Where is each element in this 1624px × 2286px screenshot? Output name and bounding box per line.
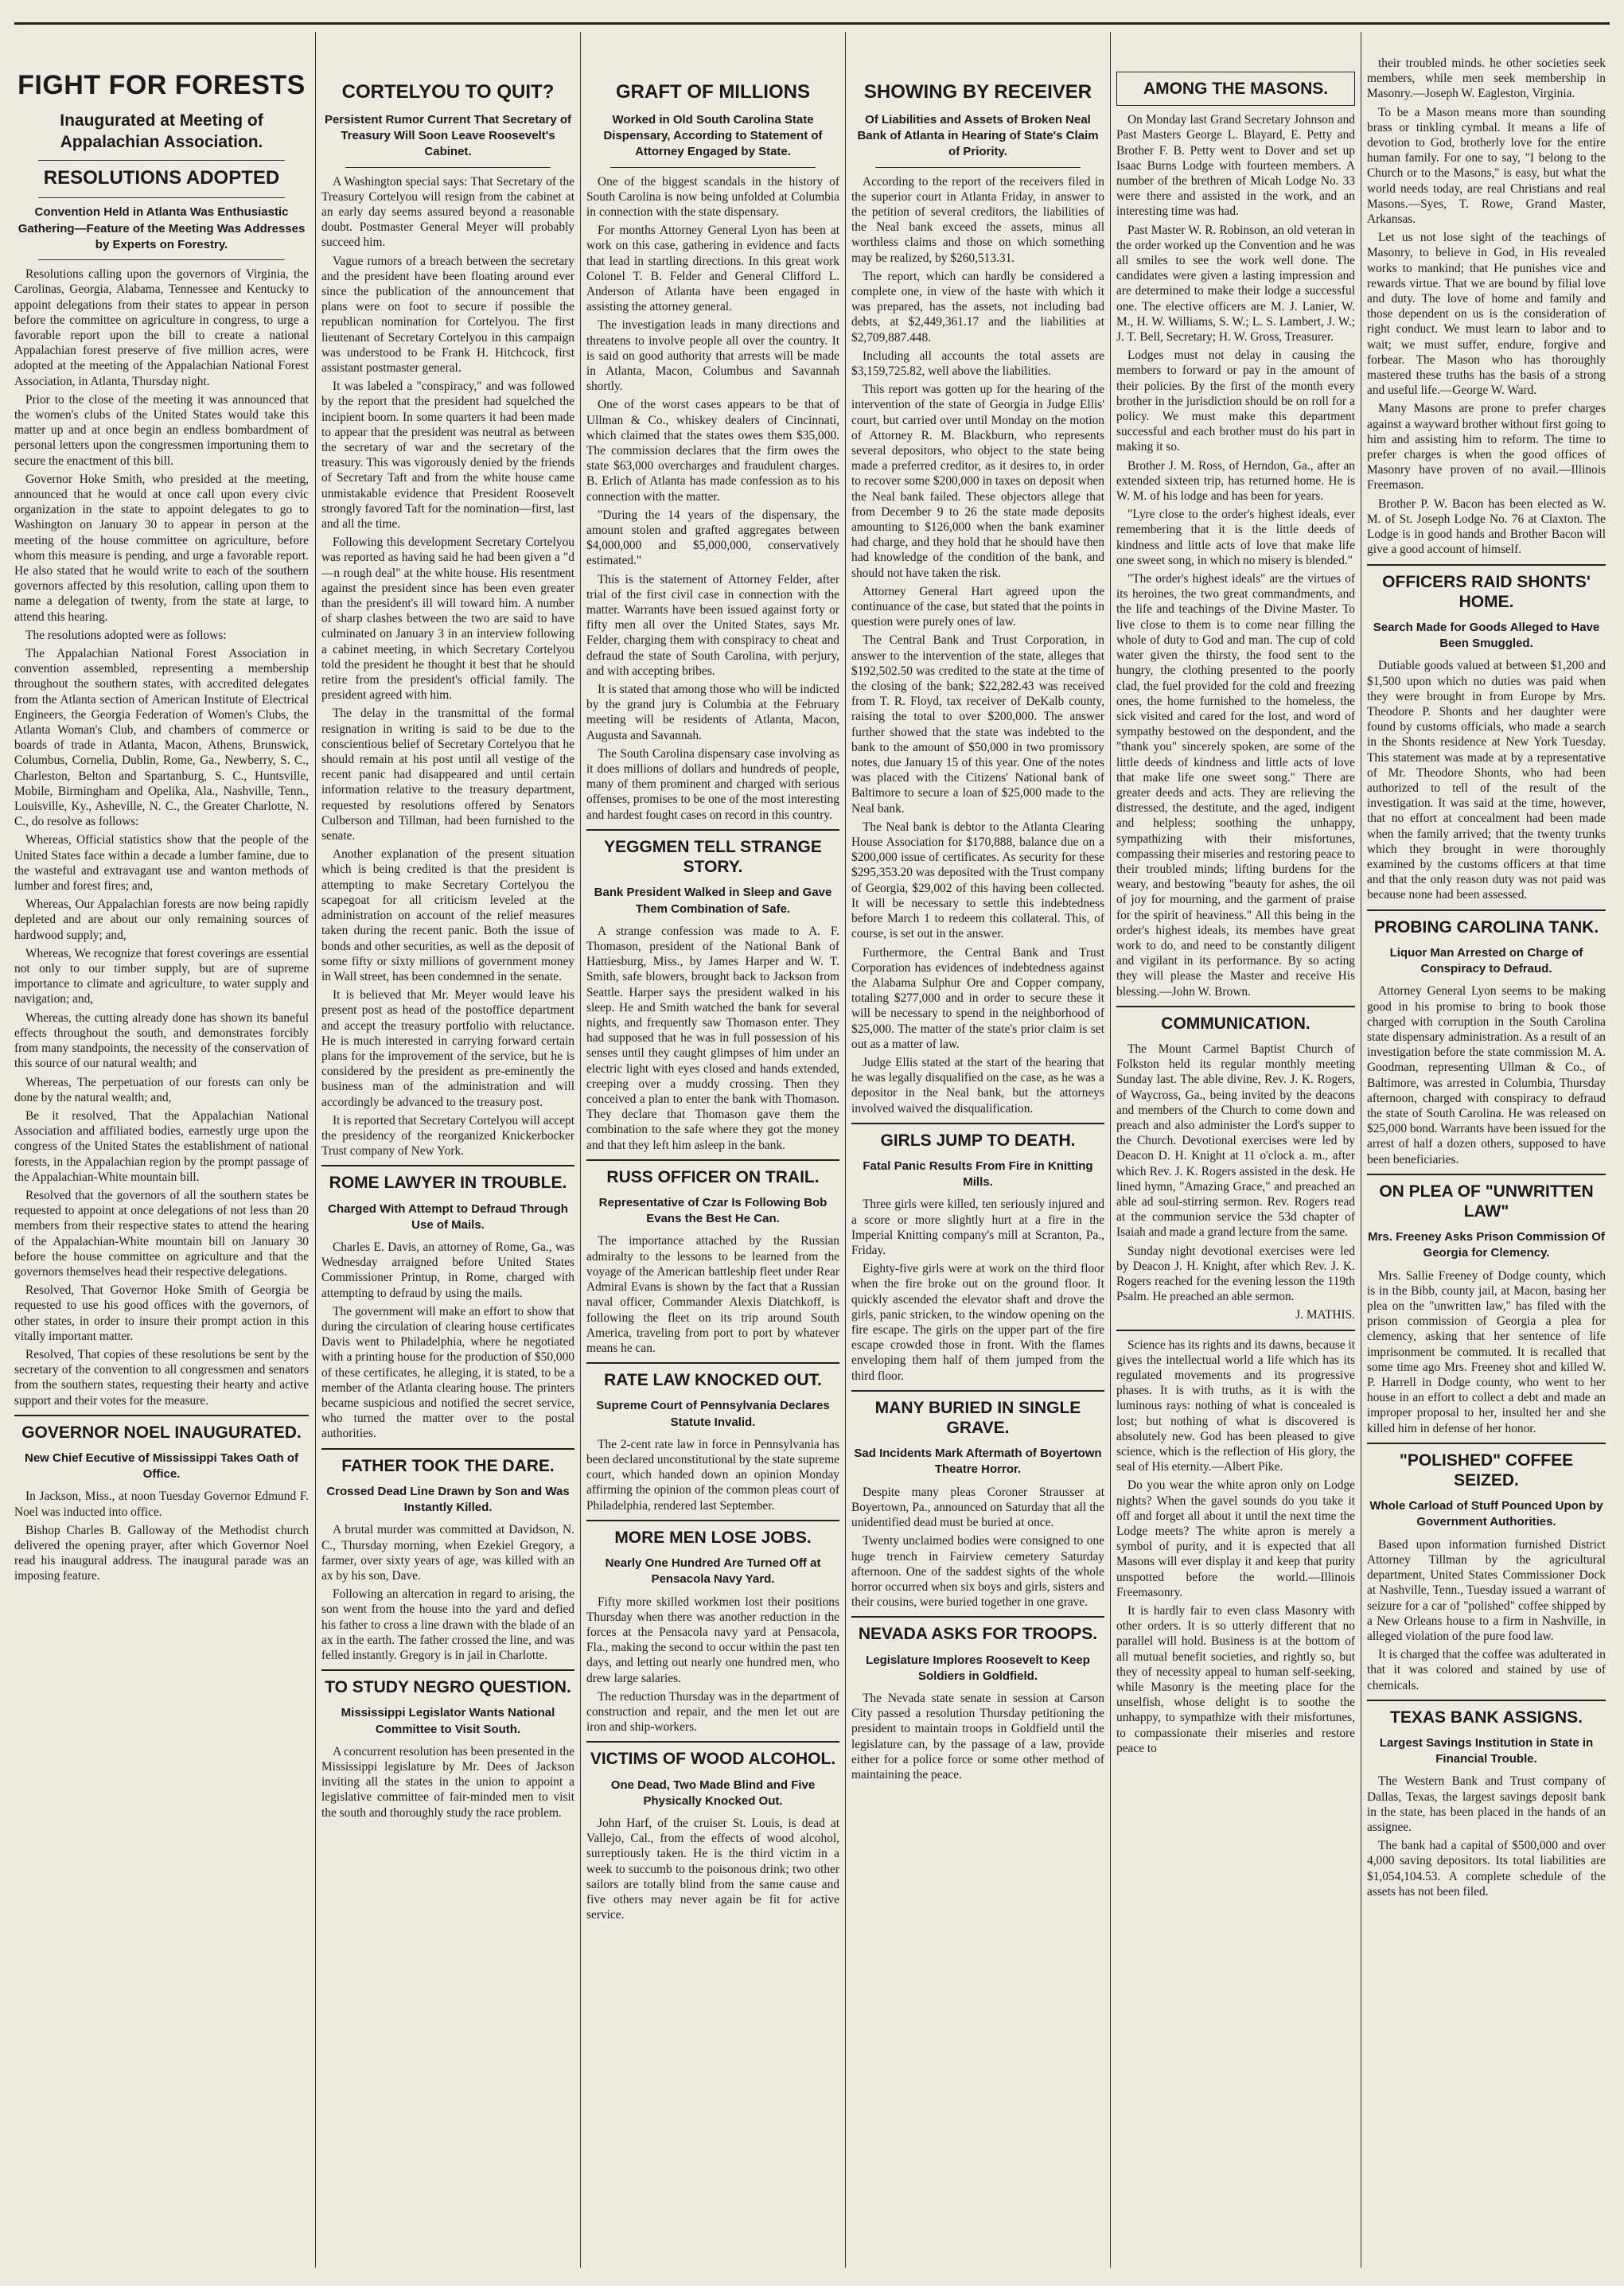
deck-many-buried: Sad Incidents Mark Aftermath of Boyertown Theatre Horror. (854, 1447, 1102, 1477)
headline-many-buried: MANY BURIED IN SINGLE GRAVE. (874, 1398, 1081, 1438)
paragraph: The government will make an effort to show that during the circulation of clearing house certificates Davis went to Philadelphia, where he negotiated with a printing house for the production of $50,000 of these certificates, he alleging, it is stated, to be a member of the Atlanta clearing house. The printers became suspicious and notified the secret service, who turned the matter over to the postal authorities. (321, 1304, 574, 1441)
paragraph: This is the statement of Attorney Felder, after trial of the first civil case in connection with the matter. Warrants have been issued against forty or fifty men all over the United States, says Mr. Felder, charging them with conspiracy to cheat and defraud the state of South Carolina, with perjury, and with accepting bribes. (586, 572, 839, 678)
paragraph: Eighty-five girls were at work on the third floor when the fire broke out on the ground floor. It quickly ascended the elevator shaft and drove the girls, panic stricken, to the window opening on the fire escape. The girls on the upper part of the fire escape crowded those in front. With the flames enveloping them half of them jumped from the third floor. (851, 1262, 1104, 1383)
headline-cortelyou: CORTELYOU TO QUIT? (341, 81, 555, 103)
divider (38, 259, 285, 260)
paragraph: One of the biggest scandals in the history of South Carolina is now being unfolded at Columbia in connection with the state dispensary. (586, 174, 839, 219)
paragraph: It was labeled a "conspiracy," and was followed by the report that the president had squelched the incipient boom. In some quarters it had been made to appear that the president was neutral as between the secretary of war and the secretary of the treasury. This was vigorously denied by the friends of Secretary Taft and from the white house came unmistakable evidence that President Roosevelt strongly favored Taft for the nomination—first, last and all the time. (321, 380, 574, 532)
deck-cortelyou: Persistent Rumor Current That Secretary of Treasury Will Soon Leave Roosevelt's Cabinet. (324, 112, 572, 159)
paragraph: Past Master W. R. Robinson, an old veteran in the order worked up the Convention and he was all smiles to see the work well done. The candidates were given a lasting impression and are determined to make their lodge a successful one. The elective officers are M. J. Lanier, W. M., H. W. Williams, S. W.; L. S. Lambert, J. W.; J. T. Bell, Secretary; H. W. Gross, Treasurer. (1116, 223, 1355, 345)
deck-carolina-tank: Liquor Man Arrested on Charge of Conspiracy to Defraud. (1389, 945, 1583, 976)
divider (851, 1123, 1104, 1124)
paragraph: Whereas, Our Appalachian forests are now being rapidly depleted and are about our only remaining sources of hardwood supply; and, (14, 898, 309, 942)
headline-graft: GRAFT OF MILLIONS (616, 81, 810, 103)
headline-unwritten-law: ON PLEA OF "UNWRITTEN LAW" (1379, 1182, 1594, 1221)
deck-wood-alcohol: One Dead, Two Made Blind and Five Physically Knocked Out. (610, 1778, 816, 1808)
divider (38, 197, 285, 198)
paragraph: Whereas, The perpetuation of our forests can only be done by the natural wealth; and, (14, 1075, 309, 1104)
paragraph: A strange confession was made to A. F. Thomason, president of the National Bank of Hattiesburg, Miss., by James Harper and W. T. Smith, safe blowers, brought back to Jackson from Seattle. Harper says the president walked in his sleep. He and Smith watched the bank for several nights, and frequently saw Thomason enter. They had supposed that he was in full possession of his senses until they caught glimpses of him under an electric light with eyes closed and hands extended, creeping over a muddy crossing. Then they conceived a plan to enter the bank with Thomason. They declare that Thomason gave them the combination to the safe where they got the money and that they left him asleep in the bank. (586, 924, 839, 1152)
divider (321, 1669, 574, 1671)
paragraph: Whereas, Official statistics show that the people of the United States face within a decade a lumber famine, due to the wasteful and extravagant use and wanton methods of lumber and forest fires; and, (14, 833, 309, 894)
paragraph: Lodges must not delay in causing the members to forward or pay in the amount of their policies. By the first of the month every brother in the jurisdiction should be on roll for a policy. We must make this department successful and each brother must do his part in making it so. (1116, 349, 1355, 454)
signature-mathis: J. MATHIS. (1295, 1308, 1355, 1322)
paragraph: In Jackson, Miss., at noon Tuesday Governor Edmund F. Noel was inducted into office. (14, 1490, 309, 1519)
headline-shonts: OFFICERS RAID SHONTS' HOME. (1382, 572, 1591, 611)
paragraph: Twenty unclaimed bodies were consigned to one huge trench in Fairview cemetery Saturday afternoon. One of the saddest sights of the whole horror occurred when six boys and girls, sisters and their cousins, were buried together in one grave. (851, 1534, 1104, 1610)
divider (38, 160, 285, 161)
headline-communication: COMMUNICATION. (1161, 1014, 1310, 1033)
deck-governor-noel: New Chief Eecutive of Mississippi Takes Oath of Office. (25, 1451, 298, 1482)
paragraph: Fifty more skilled workmen lost their positions Thursday when there was another reduction in the forces at the Pensacola navy yard at Pensacola, Fla., making the second to occur within the past ten days, and letting out nearly one hundred men, who drew large salaries. (586, 1595, 839, 1685)
deck-polished-coffee: Whole Carload of Stuff Pounced Upon by Government Authorities. (1369, 1499, 1603, 1529)
paragraph: Furthermore, the Central Bank and Trust Corporation has evidences of indebtedness against the Alabama Sulphur Ore and Copper company, totaling $277,000 and in order to secure these it will be necessary to spend in the neighborhood of $25,000. The matter of the state's prior claim is set out as a matter of law. (851, 945, 1104, 1051)
paragraph: Three girls were killed, ten seriously injured and a score or more slightly hurt at a fire in the Imperial Knitting company's mill at Scranton, Pa., Friday. (851, 1198, 1104, 1258)
paragraph: It is hardly fair to even class Masonry with other orders. It is so utterly different that no parallel will hold. Business is at the bottom of all mutual benefit societies, and rightly so, but they of necessity appeal to human self-seeking, while Masonry is the meeting place for the unselfish, whose delight is to soothe the unhappy, to sympathize with their misfortunes, to compassionate their miseries and restore peace to (1116, 1604, 1355, 1755)
divider (851, 1616, 1104, 1618)
paragraph: Many Masons are prone to prefer charges against a wayward brother without first going to him and assisting him to reform. The time to prefer charges is when the good offices of Masonry have proven of no avail.—Illinois Freemason. (1367, 402, 1606, 493)
paragraph: "During the 14 years of the dispensary, the amount stolen and grafted aggregates between $4,000,000 and $5,000,000, conservatively estimated." (586, 508, 839, 568)
paragraph: Including all accounts the total assets are $3,159,725.82, well above the liabilities. (851, 349, 1104, 378)
paragraph: The Central Bank and Trust Corporation, in answer to the intervention of the state, alleges that $192,502.50 was credited to the state at the time of the closing of the bank; $22,282.43 was received from T. R. Floyd, tax receiver of DeKalb county, raising the total to over $200,000. The answer further showed that the state was indebted to the bank to the amount of $50,000 in two promissory notes, due January 15 of this year. One of the notes was placed with the Citizens' National bank of Baltimore to secure a loan of $25,000 made to the Neal bank. (851, 633, 1104, 816)
paragraph: Following an altercation in regard to arising, the son went from the house into the yard and defied his father to cross a line drawn with the blade of an ax in the earth. The father crossed the line, and was felled instantly. Gregory is in jail in Charlotte. (321, 1587, 574, 1662)
divider (610, 167, 816, 168)
paragraph: Do you wear the white apron only on Lodge nights? When the gavel sounds do you take it off and forget all about it until the next time the Lodge meets? The white apron is merely a symbol of purity, and it is expected that all Masons will ever display it and keep that purity unspotted before the world.—Illinois Freemasonry. (1116, 1478, 1355, 1599)
top-rule (14, 22, 1610, 25)
headline-russ-officer: RUSS OFFICER ON TRAIL. (606, 1167, 820, 1186)
divider (1367, 1443, 1606, 1444)
column-4 (851, 32, 1104, 2272)
deck-graft: Worked in Old South Carolina State Dispensary, According to Statement of Attorney Engaged by State. (603, 112, 823, 159)
paragraph: It is reported that Secretary Cortelyou will accept the presidency of the reorganized Knickerbocker Trust company of New York. (321, 1113, 574, 1159)
deck-receiver: Of Liabilities and Assets of Broken Neal Bank of Atlanta in Hearing of State's Claim of Priority. (857, 112, 1099, 159)
divider (586, 1362, 839, 1364)
paragraph: The South Carolina dispensary case involving as it does millions of dollars and hundreds of people, many of them prominent and charged with serious offenses, promises to be one of the most interesting and hardest fought cases on record in this country. (586, 746, 839, 822)
paragraph: On Monday last Grand Secretary Johnson and Past Masters George L. Blayard, E. Petty and Brother F. B. Petty went to Dover and set up Isaac Burns Lodge with fourteen members. A number of the brethren of Micah Lodge No. 33 were there and assisted in the work, and an interesting time was had. (1116, 113, 1355, 219)
divider (14, 1415, 309, 1416)
paragraph: The report, which can hardly be considered a complete one, in view of the haste with which it was prepared, has the assets, not including bad debts, at $2,449,361.17 and the liabilities at $2,709,887.448. (851, 269, 1104, 345)
deck-shonts: Search Made for Goods Alleged to Have Been Smuggled. (1373, 620, 1600, 651)
paragraph: "The order's highest ideals" are the virtues of its heroines, the two great commandments, and the life and teachings of the Divine Master. To live close to them is to come near filling the whole of duty to God and man. The cup of cold water given the thirsty, the food sent to the hungry, the clothing presented to the poorly clad, the fuel provided for the cold and freezing ones, the home furnished to the homeless, the sick visited and cared for the lost, and word of sympathy bestowed on the despondent, and the "thank you" sincerely spoken, are some of the little deeds of kindness and little acts of love that make life one sweet song." There are greater deeds and acts. They are relieving the distressed, the destitute, and the aged, indigent and helpless; soothing the unhappy, sympathizing with their misfortunes, compassing their miseries and restoring peace to their troubled minds; lifting burdens for the weary, and bestowing "beauty for ashes, the oil of joy for mourning, and the garment of praise for the spirit of heaviness." All this being in the order's highest ideals, its membes have great work to do, and need to be constantly diligent and vigilant in its performance. By so acting they will please the Master and receive His blessing.—John W. Brown. (1116, 572, 1355, 999)
divider (586, 1741, 839, 1743)
column-separator (845, 32, 846, 2268)
paragraph: The Appalachian National Forest Association in convention assembled, representing a membership throughout the southern states, with accredited delegates from the Atlanta section of American Institute of Electrical Engineers, the Georgia Federation of Women's Clubs, the Atlanta Woman's Club, and chambers of commerce or boards of trade in Atlanta, Macon, Athens, Brunswick, Columbus, Cornelia, Dublin, Rome, Ga., Newberry, S. C., Charleston, Belton and Spartanburg, S. C., Huntsville, Mobile, Birmingham and Opelika, Ala., Nashville, Tenn., Louisville, Ky., Asheville, N. C., the Greater Charlotte, N. C., do resolve as follows: (14, 647, 309, 829)
paragraph: The Nevada state senate in session at Carson City passed a resolution Thursday petitioning the president to maintain troops in Goldfield until the legislature can, by the passage of a law, provide either for a police force or some other method of maintaining the peace. (851, 1692, 1104, 1782)
deck-rate-law: Supreme Court of Pennsylvania Declares Statute Invalid. (596, 1399, 830, 1429)
paragraph: A concurrent resolution has been presented in the Mississippi legislature by Mr. Dees of Jackson inviting all the states in the union to appoint a legislative committee of fair-minded men to visit the south and thoroughly study the race problem. (321, 1744, 574, 1820)
paragraph: Resolved that the governors of all the southern states be requested to appoint at once delegations of not less than 20 members from their respective states to attend the hearing of the Appalachian-White mountain bill on January 30 before the house committee on agriculture and that the governors themselves head their respective delegations. (14, 1188, 309, 1279)
headline-father-dare: FATHER TOOK THE DARE. (341, 1456, 555, 1475)
deck-texas-bank: Largest Savings Institution in State in Financial Trouble. (1379, 1735, 1594, 1766)
paragraph: The Neal bank is debtor to the Atlanta Clearing House Association for $170,888, balance due on a $200,000 issue of certificates. As security for these $295,353.20 was deposited with the Trust company of Georgia, $29,002 of this having been collected. It will be necessary to settle this indebtedness before March 1 to redeem this collateral. This, of course, is set out in the answer. (851, 820, 1104, 941)
paragraph: Dutiable goods valued at between $1,200 and $1,500 upon which no duties was paid when they were brought in from Europe by Mrs. Theodore P. Shonts and her daughter were found by customs officials, who made a search in the Shonts residence at New York Tuesday. This statement was made at by a representative of Mr. Theodore Shonts, who had been authorized to tell of the result of the investigation. It was said at the time, however, that no effort at concealment had been made when the family arrived; that the twenty trunks which they brought in were thoroughly examined by the customs officers at that time and that the only reason duty was not paid was because none had been assessed. (1367, 659, 1606, 902)
headline-rome-lawyer: ROME LAWYER IN TROUBLE. (329, 1174, 567, 1193)
deck-girls-jump: Fatal Panic Results From Fire in Knitting Mills. (863, 1159, 1093, 1190)
paragraph: The resolutions adopted were as follows: (25, 628, 227, 642)
paragraph: It is stated that among those who will be indicted by the grand jury is Columbia at the February meeting will be residents of Atlanta, Macon, Augusta and Savannah. (586, 683, 839, 742)
paragraph: Whereas, the cutting already done has shown its baneful effects throughout the south, and demonstrates forcibly from many standpoints, the necessity of the conservation of this source of our natural wealth; and (14, 1011, 309, 1071)
paragraph: For months Attorney General Lyon has been at work on this case, gathering in evidence and facts that lead in startling directions. In this great work Colonel T. B. Felder and General Clifford L. Anderson of Atlanta have been engaged in assisting the attorney general. (586, 224, 839, 314)
paragraph: The investigation leads in many directions and threatens to involve people all over the country. It is said on good authority that arrests will be made in Atlanta, Macon, Columbus and Savannah shortly. (586, 318, 839, 394)
paragraph: This report was gotten up for the hearing of the intervention of the state of Georgia in Judge Ellis' court, but carried over until Monday on the motion of Attorney R. M. Blackburn, who represents several depositors, who object to the state being made a preferred creditor, as it desires to, in order to recover some $200,000 in taxes on deposit when the Neal bank failed. These objectors allege that from December 9 to 26 the state made deposits amounting to $126,000 when the bank examiner had charge, and they hold that he should have then had knowledge of the condition of the bank, and should not have taken the risk. (851, 383, 1104, 580)
column-separator (1110, 32, 1111, 2268)
divider (1367, 909, 1606, 911)
paragraph: It is believed that Mr. Meyer would leave his present post as head of the postoffice department and accept the treasury portfolio with reluctance. He is much interested in carrying forward certain plans for the improvement of the service, but he is considered by the president as pre-eminently the business man of the administration and will accordingly be advanced to the treasury post. (321, 988, 574, 1109)
paragraph: their troubled minds. he other societies seek members, while men seek membership in Masonry.—Joseph W. Eagleston, Virginia. (1367, 56, 1606, 101)
headline-negro-question: TO STUDY NEGRO QUESTION. (325, 1678, 571, 1697)
headline-more-men: MORE MEN LOSE JOBS. (614, 1528, 812, 1547)
divider (1116, 1006, 1355, 1007)
headline-resolutions: RESOLUTIONS ADOPTED (43, 166, 280, 189)
column-separator (580, 32, 581, 2268)
divider (1116, 1330, 1355, 1331)
paragraph: The Mount Carmel Baptist Church of Folkston held its regular monthly meeting Sunday last. The able divine, Rev. J. K. Rogers, of Waycross, Ga., being invited by the deacons and members of the Church to come down and preach and also administer the Lord's supper to the Church. Devotional exercises were led by Deacon D. H. Knight at 11 o'clock a. m., after which Rev. J. K. Rogers assisted in the desk. He lined hymn, "Amazing Grace," and preached an able ad soul-stirring sermon. Rev. Rogers read at the communion service the 53d chapter of Isaiah and made a grand lecture from the same. (1116, 1042, 1355, 1240)
deck-more-men: Nearly One Hundred Are Turned Off at Pensacola Navy Yard. (605, 1556, 821, 1587)
headline-among-masons: AMONG THE MASONS. (1143, 80, 1329, 98)
divider (321, 1165, 574, 1166)
deck-nevada: Legislature Implores Roosevelt to Keep Soldiers in Goldfield. (866, 1653, 1090, 1683)
deck-unwritten-law: Mrs. Freeney Asks Prison Commission Of Georgia for Clemency. (1368, 1230, 1605, 1260)
article-forests-body (14, 267, 309, 1408)
paragraph: A brutal murder was committed at Davidson, N. C., Thursday morning, when Ezekiel Gregory, a farmer, over sixty years of age, was killed with an ax by his son, Dave. (321, 1523, 574, 1583)
divider (586, 829, 839, 831)
column-2 (321, 32, 574, 2272)
divider (1367, 1174, 1606, 1175)
headline-fight-for-forests: FIGHT FOR FORESTS (18, 70, 306, 100)
paragraph: To be a Mason means more than sounding brass or tinkling cymbal. It means a life of devotion to God, brotherly love for the entire human family. For one to say, "I belong to the Church or to the Masons," is easy, but what the world needs today, are real Christians and real Masons.—Syes, T. Rowe, Grand Master, Arkansas. (1367, 105, 1606, 227)
column-6 (1367, 32, 1606, 2272)
paragraph: Let us not lose sight of the teachings of Masonry, to believe in God, in His revealed works to mankind; that He punishes vice and rewards virtue. That we are bound by filial love and duty. The love of home and family and those dependent on us is the consideration of right conduct. We must learn to labor and to wait; we must suffer, endure, forgive and forbear. The Mason who has thoroughly mastered these truths has the basis of a strong and useful life.—George W. Ward. (1367, 231, 1606, 398)
headline-texas-bank: TEXAS BANK ASSIGNS. (1390, 1708, 1583, 1727)
divider (875, 167, 1081, 168)
headline-polished-coffee: "POLISHED" COFFEE SEIZED. (1399, 1451, 1574, 1490)
headline-carolina-tank: PROBING CAROLINA TANK. (1373, 917, 1599, 937)
paragraph: Despite many pleas Coroner Strausser at Boyertown, Pa., announced on Saturday that all the unidentified dead must be buried at once. (851, 1485, 1104, 1530)
paragraph: Based upon information furnished District Attorney Tillman by the agricultural department, United States Commissioner Dock at Nashville, Tenn., Tuesday issued a warrant of seizure for a car of "polished" coffee shipped by a New Orleans house to a firm in Nashville, in alleged violation of the pure food law. (1367, 1537, 1606, 1643)
paragraph: The delay in the transmittal of the formal resignation in writing is said to be due to the conscientious belief of Secretary Cortelyou that he should remain at his post until all vestige of the recent panic had disappeared and until certain information relative to the treasury department, requested by resolutions offered by Senators Culberson and Tillman, had been furnished to the senate. (321, 707, 574, 843)
paragraph: Following this development Secretary Cortelyou was reported as having said he had been given a "d—n rough deal" at the white house. His resentment against the president since has been even greater than the president's ill will toward him. A number of sharp clashes between the two are said to have culminated on January 3 in an interview following a cabinet meeting, in which Secretary Cortelyou told the president he thought it best that he should retire from the president's official family. The president agreed with him. (321, 535, 574, 703)
divider (1367, 564, 1606, 566)
paragraph: Resolved, That Governor Hoke Smith of Georgia be requested to use his good offices with the governors, of other states, in order to insure their prompt action in this vitally important matter. (14, 1283, 309, 1343)
divider (345, 167, 551, 168)
divider (586, 1159, 839, 1161)
headline-yeggmen: YEGGMEN TELL STRANGE STORY. (604, 837, 822, 877)
paragraph: Brother J. M. Ross, of Herndon, Ga., after an extended sixteen trip, has returned home. He is W. M. of his lodge and has been for years. (1116, 458, 1355, 504)
deck-yeggmen: Bank President Walked in Sleep and Gave Them Combination of Safe. (594, 886, 832, 916)
headline-receiver: SHOWING BY RECEIVER (863, 81, 1092, 103)
subhead-appalachian: Inaugurated at Meeting of Appalachian Association. (60, 111, 263, 152)
headline-governor-noel: GOVERNOR NOEL INAUGURATED. (21, 1423, 302, 1442)
column-separator (315, 32, 316, 2268)
deck-convention: Convention Held in Atlanta Was Enthusiastic Gathering—Feature of the Meeting Was Addresses by Experts on Forestry. (18, 205, 306, 251)
paragraph: John Harf, of the cruiser St. Louis, is dead at Vallejo, Cal., from the effects of wood alcohol, surreptiously taken. He is the third victim in a week to succumb to the poisonous drink; two other sailors are totally blind from the same cause and five others may never again be fit for active service. (586, 1817, 839, 1922)
headline-nevada: NEVADA ASKS FOR TROOPS. (858, 1625, 1098, 1644)
paragraph: According to the report of the receivers filed in the superior court in Atlanta Friday, in answer to the petition of several creditors, the liabilities of the Neal bank exceed the assets, minus all worthless claims and those on which something may be realized, by $260,513.31. (851, 174, 1104, 265)
column-3 (586, 32, 839, 2272)
paragraph: Charles E. Davis, an attorney of Rome, Ga., was Wednesday arraigned before United States Commissioner Printup, in Rome, charged with attempting to defraud by using the mails. (321, 1240, 574, 1300)
column-5 (1116, 32, 1355, 2272)
paragraph: Bishop Charles B. Galloway of the Methodist church delivered the opening prayer, after which Governor Noel read his inaugural address. The inaugural parade was an imposing feature. (14, 1523, 309, 1583)
paragraph: Resolutions calling upon the governors of Virginia, the Carolinas, Georgia, Alabama, Tennessee and Kentucky to appoint delegations from their states to appear in person before the committee on agriculture in congress, to urge a favorable report upon the bill to create a national Appalachian forest preserve of five million acres, were adopted at the meeting of the Appalachian National Forest Association, in Atlanta, Thursday night. (14, 267, 309, 388)
paragraph: A Washington special says: That Secretary of the Treasury Cortelyou will resign from the cabinet at an early day seems assured beyond a reasonable doubt. Postmaster General Meyer will probably succeed him. (321, 174, 574, 250)
paragraph: Resolved, That copies of these resolutions be sent by the secretary of the convention to all congressmen and senators from the southern states, requesting their hearty and active support and their votes for the measure. (14, 1347, 309, 1408)
paragraph: Attorney General Lyon seems to be making good in his promise to bring to book those charged with corruption in the South Carolina state dispensary administration. As a result of an investigation before the state commission M. A. Goodman, representing Ullman & Co., of Baltimore, was arrested in Columbia, Thursday afternoon, charged with conspiracy to defraud the state of South Carolina. He was released on $25,000 bond. Warrants have been issued for the arrest of half a dozen others, supposed to have been beneficiaries. (1367, 984, 1606, 1166)
deck-russ-officer: Representative of Czar Is Following Bob Evans the Best He Can. (598, 1195, 828, 1226)
paragraph: Attorney General Hart agreed upon the continuance of the case, but stated that the points in question were purely ones of law. (851, 584, 1104, 629)
paragraph: Science has its rights and its dawns, because it gives the intellectual world a life which has its regulated movements and its progressive phases. It is with truths, as it is with the luminous rays: nothing of what is concealed is lost; but nothing of what is discovered is absolutely new. God has been pleased to give science, which is the reflection of His glory, the seal of His eternity.—Albert Pike. (1116, 1338, 1355, 1474)
paragraph: Whereas, We recognize that forest coverings are essential not only to our timber supply, but are of supreme importance to climate and agriculture, to water supply and navigation; and, (14, 946, 309, 1007)
column-1 (14, 32, 309, 2272)
paragraph: The 2-cent rate law in force in Pennsylvania has been declared unconstitutional by the state supreme court, which handed down an opinion Monday affirming the opinion of the common pleas court of Philadelphia, rendered last September. (586, 1437, 839, 1513)
divider (321, 1448, 574, 1450)
paragraph: Sunday night devotional exercises were led by Deacon J. H. Knight, after which Rev. J. K. Rogers reached for the evening lesson the 119th Psalm. He preached an able sermon. (1116, 1244, 1355, 1304)
paragraph: It is charged that the coffee was adulterated in that it was colored and stained by use of chemicals. (1367, 1648, 1606, 1692)
paragraph: Judge Ellis stated at the start of the hearing that he was legally disqualified on the case, as he was a depositor in the Neal bank, but the attorneys involved waived the disqualification. (851, 1055, 1104, 1116)
paragraph: Be it resolved, That the Appalachian National Association and affiliated bodies, earnestly urge upon the congress of the United States the establishment of national forests, in the Appalachian region by the prompt passage of the Appalachian-White mountain bill. (14, 1108, 309, 1184)
divider (1367, 1700, 1606, 1701)
paragraph: The bank had a capital of $500,000 and over 4,000 saving depositors. Its total liabilities are $1,054,104.53. A complete schedule of the assets has not been filed. (1367, 1839, 1606, 1899)
deck-rome-lawyer: Charged With Attempt to Defraud Through Use of Mails. (328, 1201, 568, 1232)
paragraph: The reduction Thursday was in the department of construction and repair, and the men let out are iron and ship-workers. (586, 1689, 839, 1735)
paragraph: Another explanation of the present situation which is being credited is that the president is attempting to make Secretary Cortelyou the scapegoat for all criticism leveled at the administration on account of the relief measures taken during the recent panic. Both the issue of bonds and other securities, as well as the deposit of some fifty or sixty millions of government money in Wall street, has been condemned in the senate. (321, 847, 574, 983)
divider (586, 1520, 839, 1521)
headline-rate-law: RATE LAW KNOCKED OUT. (604, 1371, 822, 1390)
newspaper-page (14, 32, 1610, 2276)
paragraph: Vague rumors of a breach between the secretary and the president have been floating around ever since the publication of the announcement that plans were on foot to secure if possible the republican nomination for Cortelyou. The first lieutenant of Secretary Cortelyou in this campaign was understood to be Frank H. Hitchcock, first assistant postmaster general. (321, 254, 574, 375)
paragraph: Mrs. Sallie Freeney of Dodge county, which is in the Bibb, county jail, at Macon, basing her plea on the "unwritten law," has filed with the prison commission of Georgia a plea for clemency, asking that her sentence of life imprisonment be commuted. It is recalled that some time ago Mrs. Freeney shot and killed W. P. Harrell in Dodge county, who went to her house in an effort to collect a debt and made an improper proposal to her, insulted her and she killed him in defense of her honor. (1367, 1268, 1606, 1435)
headline-wood-alcohol: VICTIMS OF WOOD ALCOHOL. (590, 1750, 836, 1769)
paragraph: Prior to the close of the meeting it was announced that the women's clubs of the United States would take this matter up and at once begin an endless bombardment of personal letters upon the congressmen importuning them to secure the enactment of this bill. (14, 392, 309, 468)
paragraph: "Lyre close to the order's highest ideals, ever remembering that it is the little deeds of kindness and little acts of love that make life one sweet song, in which no misery is blended." (1116, 508, 1355, 567)
paragraph: Brother P. W. Bacon has been elected as W. M. of St. Joseph Lodge No. 76 at Claxton. The Lodge is in good hands and Brother Bacon will give a good account of himself. (1367, 497, 1606, 557)
divider (851, 1390, 1104, 1392)
paragraph: The Western Bank and Trust company of Dallas, Texas, the largest savings deposit bank in the state, has been placed in the hands of an assignee. (1367, 1774, 1606, 1835)
deck-father-dare: Crossed Dead Line Drawn by Son and Was Instantly Killed. (326, 1484, 570, 1515)
paragraph: Governor Hoke Smith, who presided at the meeting, announced that he would at once call upon every civic organization in the state to appoint delegates to go to Washington on January 30 to appear in person at the meeting of the house committee on agriculture, before whom this measure is pending, and urge a favorable report. He also stated that he would write to each of the southern governors affected by this resolution, calling upon them to name a delegation of twenty, from the state at large, to attend this hearing. (14, 472, 309, 624)
masons-header-box (1116, 72, 1355, 106)
paragraph: The importance attached by the Russian admiralty to the lessons to be learned from the voyage of the American battleship fleet under Rear Admiral Evans is shown by the fact that a Russian naval officer, Commander Alexis Diatchkoff, is following the fleet on its trip around South America, traveling from port to port by whatever means he can. (586, 1234, 839, 1355)
headline-girls-jump: GIRLS JUMP TO DEATH. (880, 1131, 1076, 1150)
deck-negro-question: Mississippi Legislator Wants National Committee to Visit South. (341, 1706, 555, 1736)
paragraph: One of the worst cases appears to be that of Ullman & Co., whiskey dealers of Cincinnati, which claimed that the states owes them $35,000. The commission declares that the firm owes the state $63,000 overcharges and fraudulent charges. B. Erlich of Atlanta has made confession as to his connection with the matter. (586, 398, 839, 504)
